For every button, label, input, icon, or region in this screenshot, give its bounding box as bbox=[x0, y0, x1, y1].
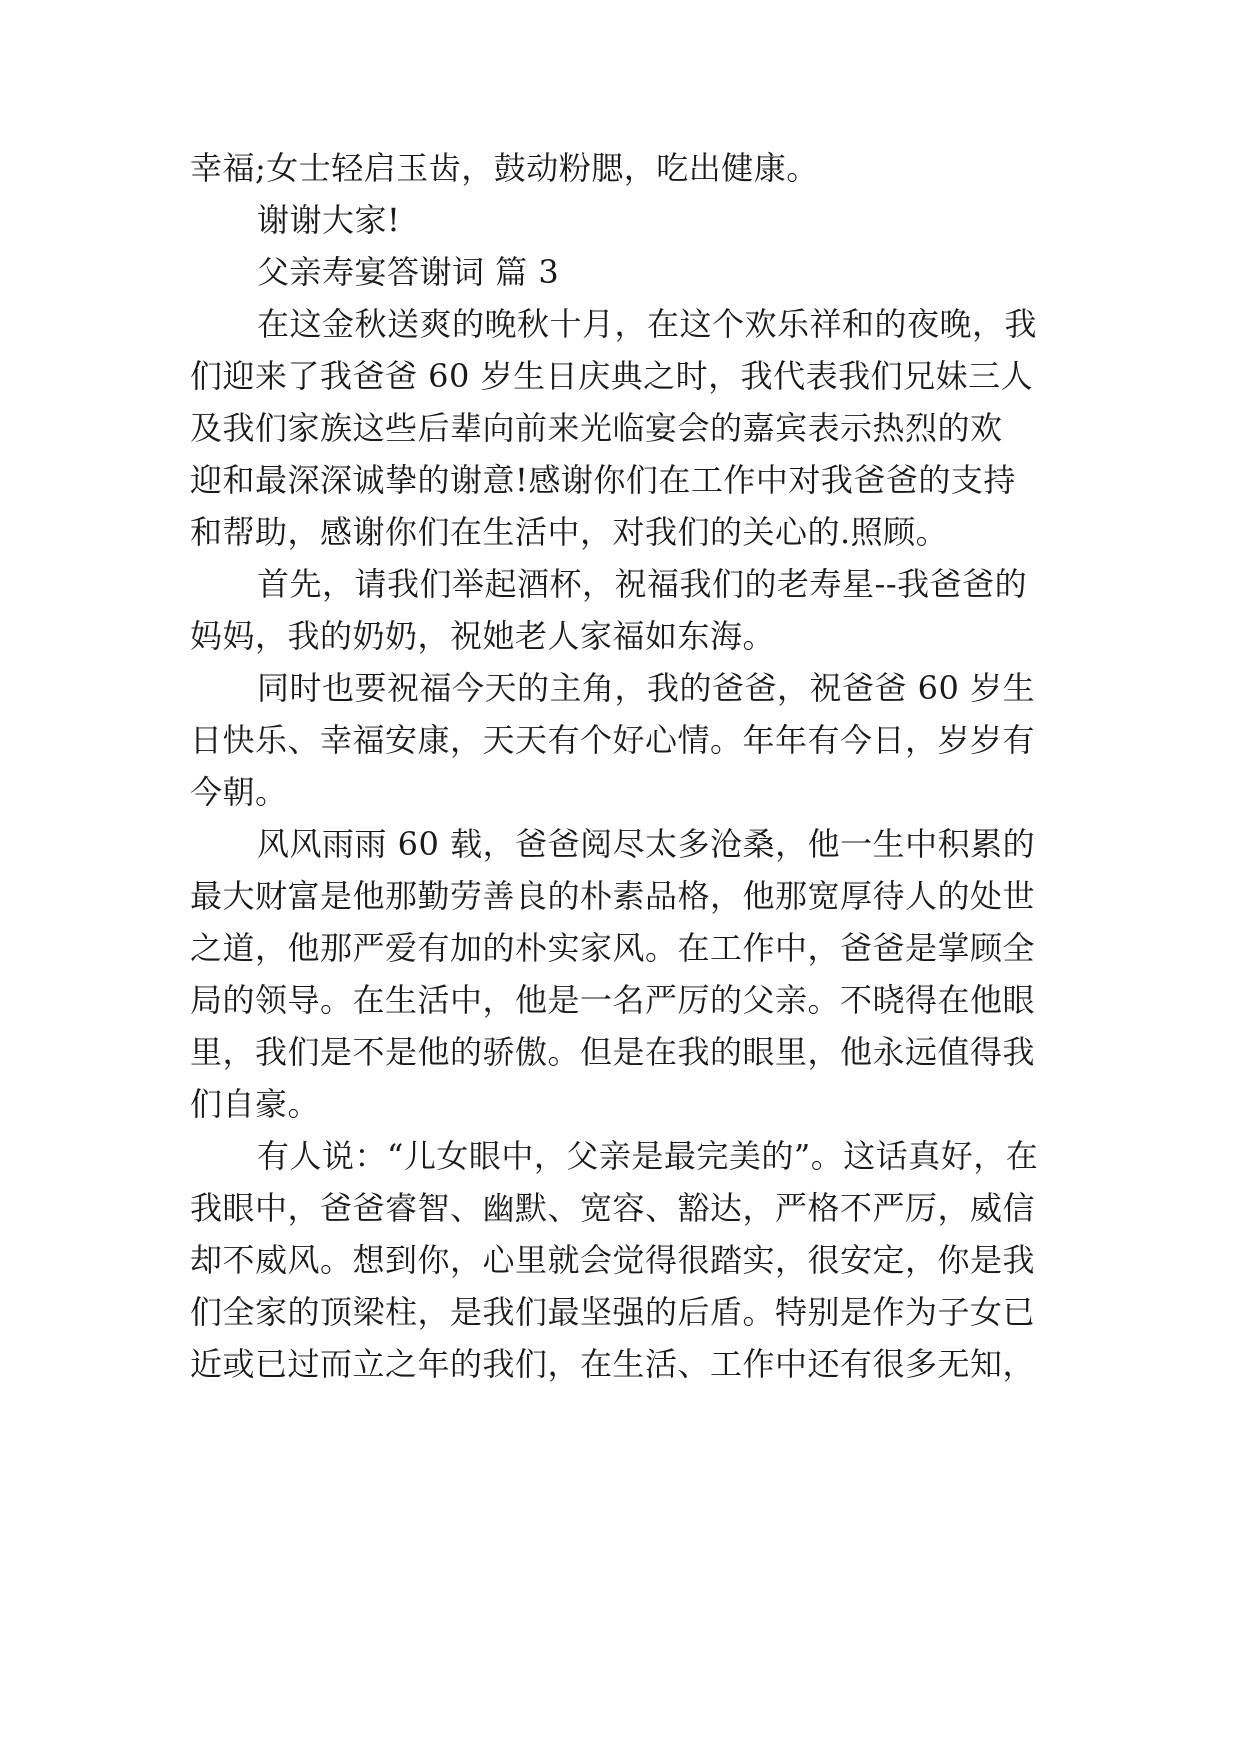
text-line: 和帮助，感谢你们在生活中，对我们的关心的.照顾。 bbox=[190, 513, 949, 551]
text-line: 日快乐、幸福安康，天天有个好心情。年年有今日，岁岁有 bbox=[190, 721, 1036, 759]
text-line: 在这金秋送爽的晚秋十月，在这个欢乐祥和的夜晚，我 bbox=[257, 305, 1038, 343]
text-line: 却不威风。想到你，心里就会觉得很踏实，很安定，你是我 bbox=[190, 1241, 1036, 1279]
text-line: 迎和最深深诚挚的谢意!感谢你们在工作中对我爸爸的支持 bbox=[190, 461, 1016, 499]
text-line: 及我们家族这些后辈向前来光临宴会的嘉宾表示热烈的欢 bbox=[190, 409, 1003, 447]
text-line: 最大财富是他那勤劳善良的朴素品格，他那宽厚待人的处世 bbox=[190, 877, 1036, 915]
text-line: 同时也要祝福今天的主角，我的爸爸，祝爸爸 60 岁生 bbox=[257, 669, 1036, 707]
text-line: 我眼中，爸爸睿智、幽默、宽容、豁达，严格不严厉，威信 bbox=[190, 1189, 1036, 1227]
text-line: 首先，请我们举起酒杯，祝福我们的老寿星--我爸爸的 bbox=[257, 565, 1028, 603]
text-line: 妈妈，我的奶奶，祝她老人家福如东海。 bbox=[190, 617, 776, 655]
text-line: 幸福;女士轻启玉齿，鼓动粉腮，吃出健康。 bbox=[190, 149, 819, 187]
section-heading: 父亲寿宴答谢词 篇 3 bbox=[257, 253, 560, 291]
text-line: 谢谢大家! bbox=[257, 201, 401, 239]
text-line: 今朝。 bbox=[190, 773, 288, 811]
text-line: 们自豪。 bbox=[190, 1085, 321, 1123]
text-line: 有人说：“儿女眼中，父亲是最完美的”。这话真好，在 bbox=[257, 1137, 1039, 1175]
text-line: 里，我们是不是他的骄傲。但是在我的眼里，他永远值得我 bbox=[190, 1033, 1036, 1071]
text-line: 近或已过而立之年的我们，在生活、工作中还有很多无知， bbox=[190, 1345, 1036, 1383]
text-line: 们全家的顶梁柱，是我们最坚强的后盾。特别是作为子女已 bbox=[190, 1293, 1036, 1331]
text-line: 们迎来了我爸爸 60 岁生日庆典之时，我代表我们兄妹三人 bbox=[190, 357, 1034, 395]
text-line: 风风雨雨 60 载，爸爸阅尽太多沧桑，他一生中积累的 bbox=[257, 825, 1036, 863]
text-line: 之道，他那严爱有加的朴实家风。在工作中，爸爸是掌顾全 bbox=[190, 929, 1036, 967]
text-line: 局的领导。在生活中，他是一名严厉的父亲。不晓得在他眼 bbox=[190, 981, 1036, 1019]
